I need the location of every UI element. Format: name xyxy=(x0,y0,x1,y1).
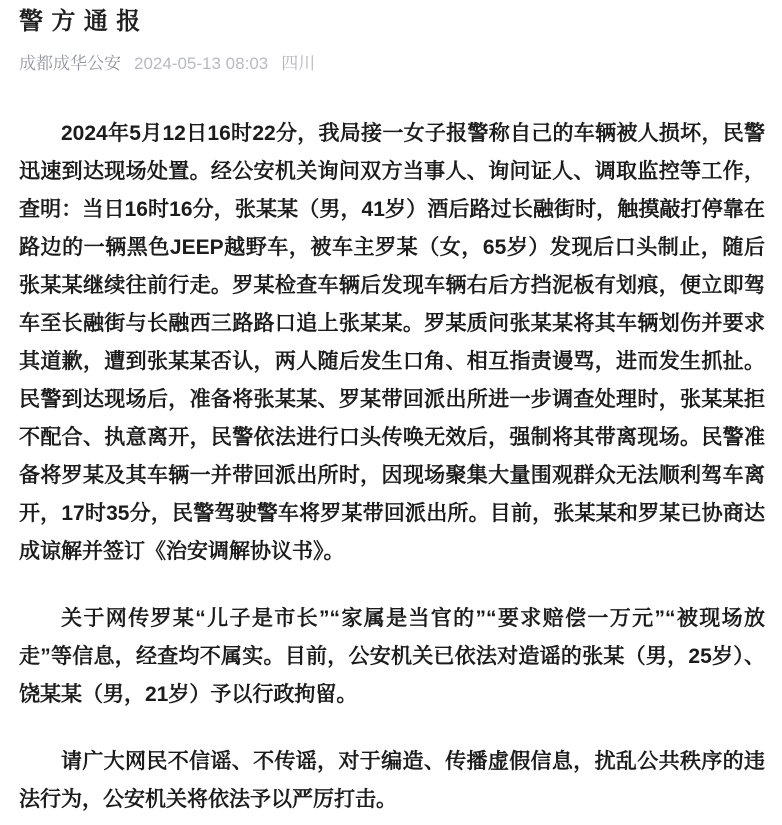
byline-timestamp: 2024-05-13 08:03 xyxy=(134,54,269,73)
article-paragraph-incident: 2024年5月12日16时22分，我局接一女子报警称自己的车辆被人损坏，民警迅速到达现场处置。经公安机关询问双方当事人、询问证人、调取监控等工作，查明：当日16时16分，张某某（男，41岁）酒后路过长融街时，触摸敲打停靠在路边的一辆黑色JEEP越野车，被车主罗某（女，65岁）发现后口头制止，随后张某某继续往前行走。罗某检查车辆后发现车辆右后方挡泥板有划痕，便立即驾车至长融街与长融西三路路口追上张某某。罗某质问张某某将其车辆划伤并要求其道歉，遭到张某某否认，两人随后发生口角、相互指责谩骂，进而发生抓扯。民警到达现场后，准备将张某某、罗某带回派出所进一步调查处理时，张某某拒不配合、执意离开，民警依法进行口头传唤无效后，强制将其带离现场。民警准备将罗某及其车辆一并带回派出所时，因现场聚集大量围观群众无法顺利驾车离开，17时35分，民警驾驶警车将罗某带回派出所。目前，张某某和罗某已协商达成谅解并签订《治安调解协议书》。 xyxy=(19,122,765,563)
article-paragraph-rumor-clarification: 关于网传罗某“儿子是市长”“家属是当官的”“要求赔偿一万元”“被现场放走”等信息，经查均不属实。目前，公安机关已依法对造谣的张某（男，25岁）、饶某某（男，21岁）予以行政拘留。 xyxy=(19,607,765,706)
page-title: 警方通报 xyxy=(19,8,149,35)
byline-region: 四川 xyxy=(281,54,316,73)
article-paragraph-warning: 请广大网民不信谣、不传谣，对于编造、传播虚假信息，扰乱公共秩序的违法行为，公安机关将依法予以严厉打击。 xyxy=(19,750,765,811)
byline xyxy=(19,53,765,75)
article-body xyxy=(19,115,765,819)
byline-source[interactable]: 成都成华公安 xyxy=(19,54,121,73)
